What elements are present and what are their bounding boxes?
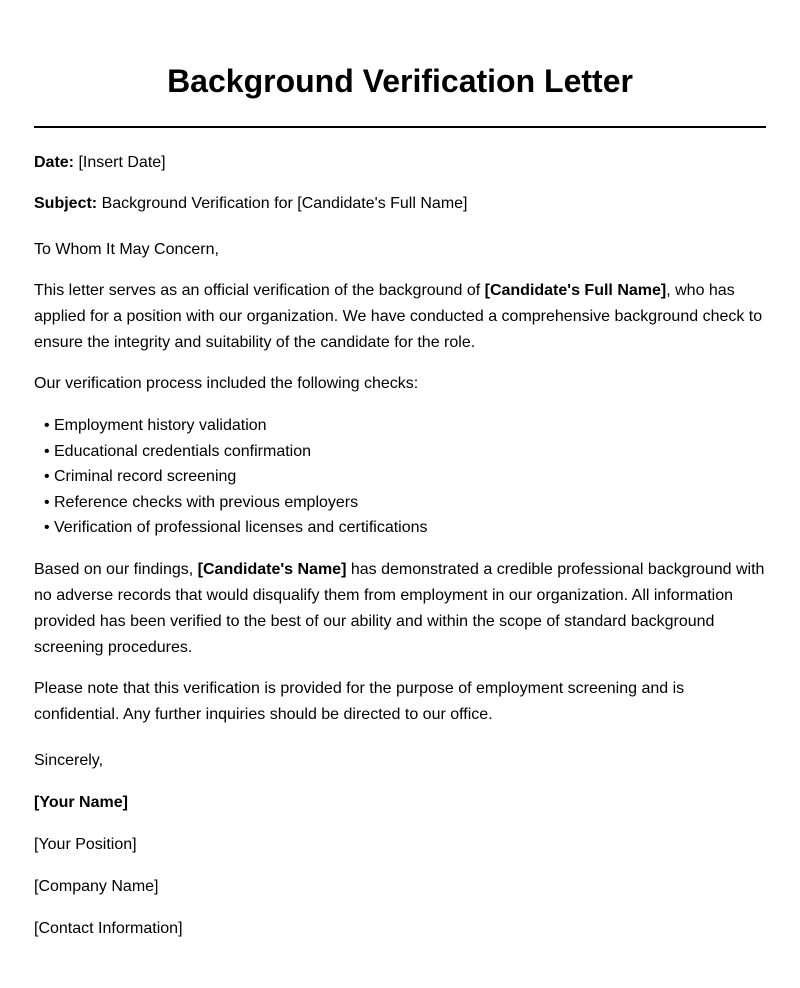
- bullet-icon: •: [44, 468, 50, 485]
- bullet-icon: •: [44, 493, 50, 511]
- list-item-label: Educational credentials confirmation: [54, 442, 312, 460]
- list-item-label: Employment history validation: [54, 417, 267, 434]
- list-item: [44, 490, 766, 516]
- candidate-full-name: [Candidate's Full Name]: [484, 282, 667, 299]
- signature-company: [Company Name]: [34, 877, 159, 895]
- subject-label: Subject:: [34, 195, 98, 212]
- list-item: [44, 439, 766, 465]
- subject-line: [34, 191, 766, 217]
- candidate-name: [Candidate's Name]: [197, 560, 347, 578]
- intro-text-after: , who has applied for a position with our organization. We have conducted a comprehensive background check to ensure the integrity and suitability of the candidate for the role.: [34, 282, 763, 351]
- checks-list: [34, 413, 766, 541]
- list-item: [44, 464, 766, 490]
- date-label: Date:: [34, 154, 75, 171]
- bullet-icon: •: [44, 519, 50, 536]
- subject-value: Background Verification for [Candidate's Full Name]: [101, 195, 468, 212]
- signature-name: [Your Name]: [34, 793, 128, 811]
- bullet-icon: •: [44, 442, 50, 460]
- findings-text-after: has demonstrated a credible professional background with no adverse records that would disqualify them from employment in our organization. All information provided has been verified to the best of our ability and within the scope of standard background screening procedures.: [34, 560, 765, 656]
- letter-title: Background Verification Letter: [167, 63, 633, 99]
- intro-text-before: This letter serves as an official verification of the background of: [34, 282, 485, 299]
- signature-contact: [Contact Information]: [34, 919, 183, 937]
- list-item-label: Criminal record screening: [54, 468, 237, 485]
- findings-text-before: Based on our findings,: [34, 560, 198, 578]
- intro-paragraph: [34, 278, 766, 356]
- list-item: [44, 413, 766, 439]
- list-item: [44, 515, 766, 541]
- confidentiality-paragraph: Please note that this verification is provided for the purpose of employment screening and is confidential. Any further inquiries should be directed to our office.: [34, 679, 685, 723]
- findings-paragraph: [34, 557, 766, 661]
- date-line: [34, 150, 766, 176]
- closing: Sincerely,: [34, 751, 104, 769]
- date-value: [Insert Date]: [78, 154, 166, 171]
- list-item-label: Verification of professional licenses and certifications: [54, 519, 428, 536]
- signature-position: [Your Position]: [34, 835, 137, 853]
- salutation: To Whom It May Concern,: [34, 241, 219, 258]
- checks-intro-paragraph: Our verification process included the following checks:: [34, 375, 419, 392]
- title-divider: [34, 126, 766, 128]
- bullet-icon: •: [44, 417, 50, 434]
- list-item-label: Reference checks with previous employers: [54, 493, 359, 511]
